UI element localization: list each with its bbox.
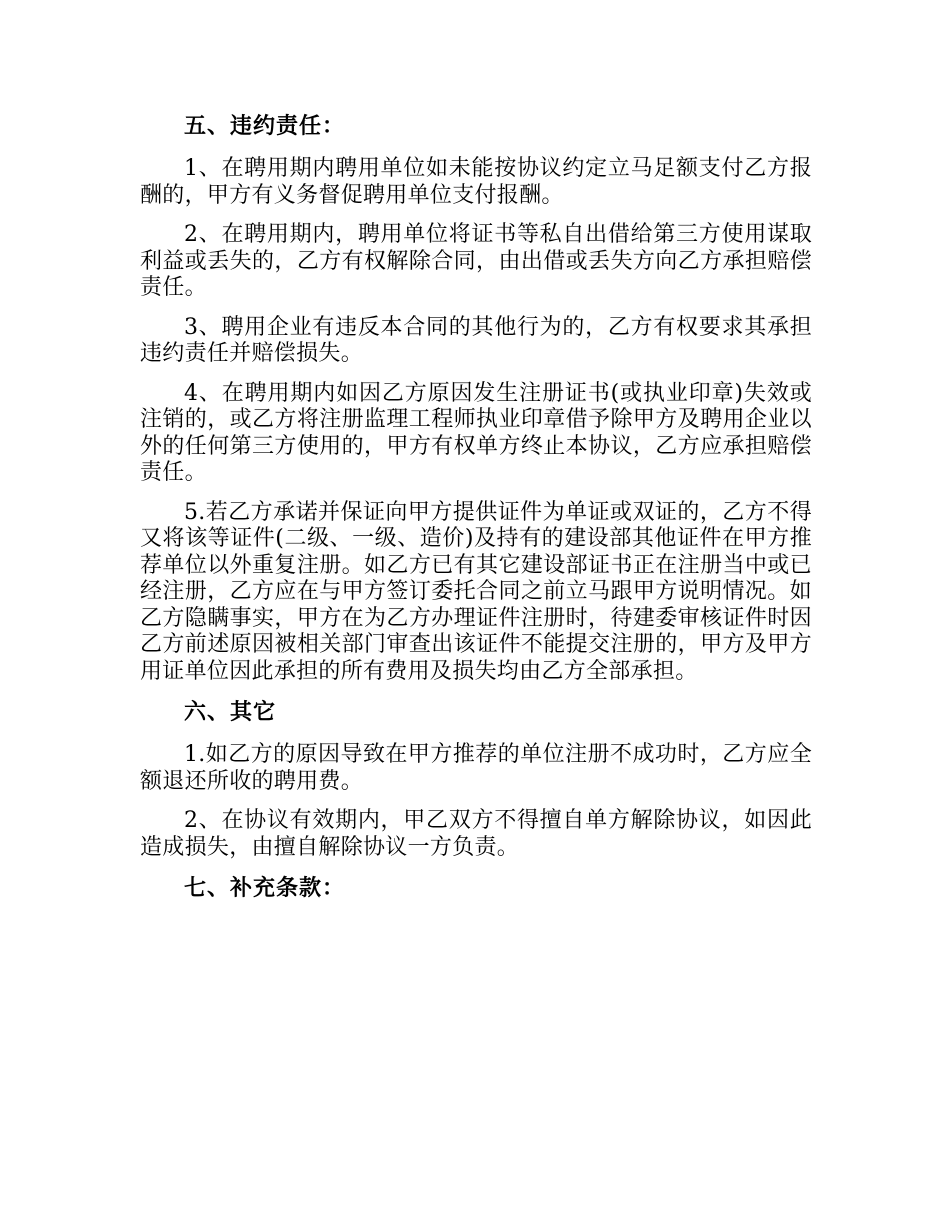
clause-paragraph: 4、在聘用期内如因乙方原因发生注册证书(或执业印章)失效或注销的，或乙方将注册监理工程师执业印章借予除甲方及聘用企业以外的任何第三方使用的，甲方有权单方终止本协议，乙方应承担赔偿责任。 (140, 380, 812, 485)
section-heading-supplementary: 七、补充条款： (184, 876, 346, 901)
clause-paragraph: 3、聘用企业有违反本合同的其他行为的，乙方有权要求其承担违约责任并赔偿损失。 (140, 314, 812, 366)
clause-paragraph: 5.若乙方承诺并保证向甲方提供证件为单证或双证的，乙方不得又将该等证件(二级、一级、造价)及持有的建设部其他证件在甲方推荐单位以外重复注册。如乙方已有其它建设部证书正在注册当中或已经注册，乙方应在与甲方签订委托合同之前立马跟甲方说明情况。如乙方隐瞒事实，甲方在为乙方办理证件注册时，待建委审核证件时因乙方前述原因被相关部门审查出该证件不能提交注册的，甲方及甲方用证单位因此承担的所有费用及损失均由乙方全部承担。 (140, 499, 812, 684)
clause-paragraph: 2、在协议有效期内，甲乙双方不得擅自单方解除协议，如因此造成损失，由擅自解除协议一方负责。 (140, 808, 812, 860)
section-heading-breach-liability: 五、违约责任： (184, 114, 346, 139)
clause-paragraph: 1、在聘用期内聘用单位如未能按协议约定立马足额支付乙方报酬的，甲方有义务督促聘用单位支付报酬。 (140, 156, 812, 208)
clause-paragraph: 1.如乙方的原因导致在甲方推荐的单位注册不成功时，乙方应全额退还所收的聘用费。 (140, 742, 812, 794)
clause-paragraph: 2、在聘用期内，聘用单位将证书等私自出借给第三方使用谋取利益或丢失的，乙方有权解除合同，由出借或丢失方向乙方承担赔偿责任。 (140, 222, 812, 300)
document-body (140, 112, 812, 918)
section-heading-other: 六、其它 (184, 700, 277, 725)
